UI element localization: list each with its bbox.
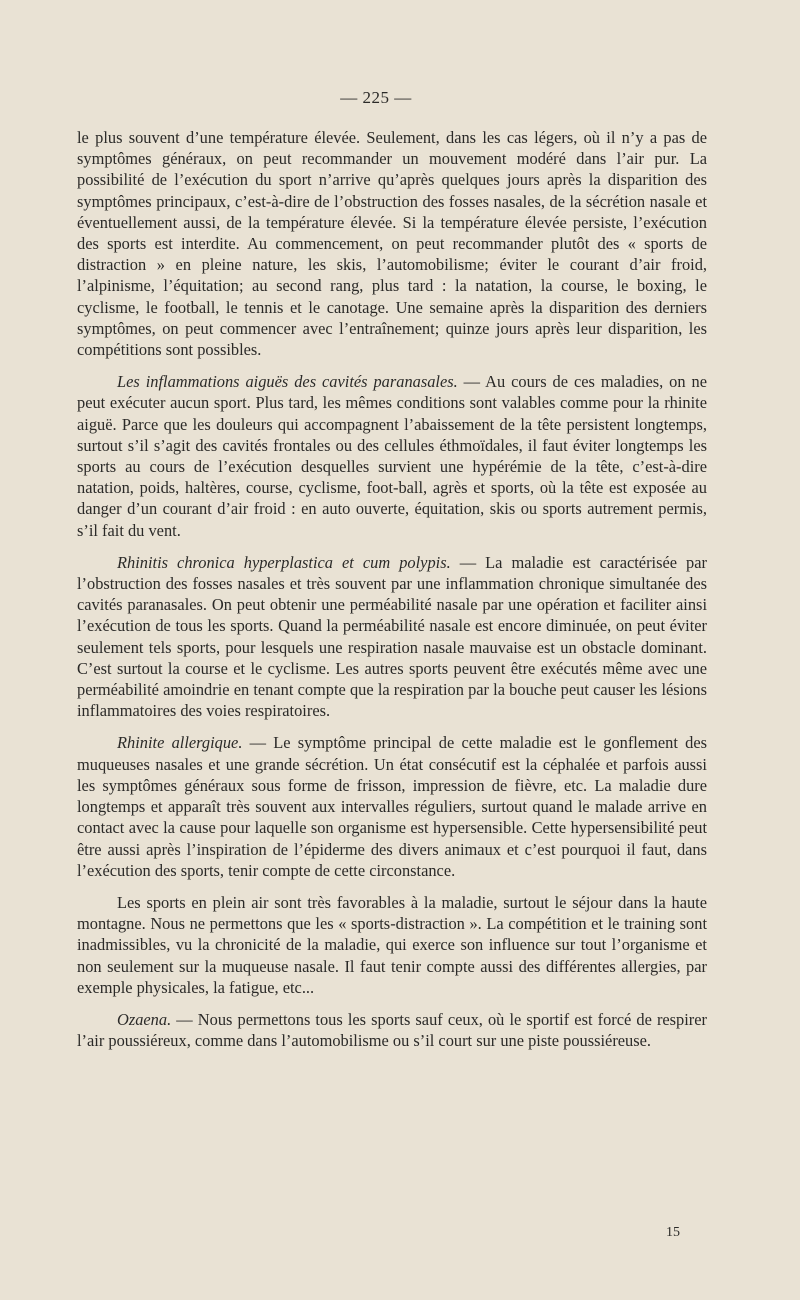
section-heading: Ozaena. (117, 1009, 172, 1029)
paragraph-text: Les sports en plein air sont très favorables à la maladie, surtout le séjour dans la haute montagne. Nous ne permettons que les « sports-distraction ». La compétition et le training sont inadmissibles, vu la chronicité de la maladie, qui exerce son influence sur tout l’organisme et non seulement sur la muqueuse nasale. Il faut tenir compte aussi des différentes allergies, par exemple physicales, la fatigue, etc... (77, 892, 707, 997)
paragraph-rhinite-allergique (77, 732, 707, 880)
paragraph-text: — Le symptôme principal de cette maladie est le gonflement des muqueuses nasales et une grande sécrétion. Un état consécutif est la céphalée et parfois aussi les symptômes généraux sous forme de frisson, impression de fièvre, etc. La maladie dure longtemps et apparaît très souvent aux intervalles réguliers, surtout quand le malade arrive en contact avec la cause pour laquelle son organisme est hypersensible. Cette hypersensibilité peut être aussi après l’inspiration de l’épiderme des divers animaux et c’est pourquoi il faut, dans l’exécution des sports, tenir compte de cette circonstance. (77, 733, 707, 880)
section-heading: Rhinite allergique. (117, 733, 243, 753)
paragraph-text: — Nous permettons tous les sports sauf ceux, où le sportif est forcé de respirer l’air poussiéreux, comme dans l’automobilisme ou s’il court sur une piste poussiéreuse. (77, 1009, 707, 1051)
signature-mark: 15 (666, 1225, 680, 1240)
section-heading: Les inflammations aiguës des cavités paranasales. (117, 372, 458, 392)
body-text (77, 127, 707, 1062)
paragraph-rhinitis-chronica (77, 552, 707, 722)
paragraph-outdoor-sports (77, 892, 707, 998)
paragraph-text: le plus souvent d’une température élevée. Seulement, dans les cas légers, où il n’y a pas de symptômes généraux, on peut recommander un mouvement modéré dans l’air pur. La possibilité de l’exécution du sport n’arrive qu’après quelques jours après la disparition des symptômes principaux, c’est-à-dire de l’obstruction des fosses nasales, de la sécrétion nasale et éventuellement aussi, de la température élevée. Si la température élevée persiste, l’exécution des sports est interdite. Au commencement, on peut recommander plutôt des « sports de distraction » en pleine nature, les skis, l’automobilisme; éviter le courant d’air froid, l’alpinisme, l’équitation; au second rang, plus tard : la natation, la course, le boxing, le cyclisme, le football, le tennis et le canotage. Une semaine après la disparition des derniers symptômes, on peut commencer avec l’entraînement; quinze jours après leur disparition, les compétitions sont possibles. (77, 128, 707, 360)
paragraph-paranasal-inflammations (77, 371, 707, 541)
paragraph-text: — Au cours de ces maladies, on ne peut exécuter aucun sport. Plus tard, les mêmes conditions sont valables comme pour la rhinite aiguë. Parce que les douleurs qui accompagnent l’abaissement de la tête persistent longtemps, surtout s’il s’agit des cavités frontales ou des cellules éthmoïdales, il faut éviter longtemps les sports au cours de l’exécution desquelles survient une hypérémie de la tête, c’est-à-dire natation, poids, haltères, course, cyclisme, foot-ball, agrès et sports, où la tête est exposée au danger d’un courant d’air froid : en auto ouverte, équitation, skis ou sports autrement permis, s’il fait du vent. (77, 372, 707, 540)
section-heading: Rhinitis chronica hyperplastica et cum polypis. (117, 552, 451, 572)
page-number: — 225 — (340, 88, 412, 107)
paragraph-continuation (77, 127, 707, 360)
paragraph-text: — La maladie est caractérisée par l’obstruction des fosses nasales et très souvent par une inflammation chronique simultanée des cavités paranasales. On peut obtenir une perméabilité nasale par une opération et faciliter ainsi l’exécution de tous les sports. Quand la perméabilité nasale est encore diminuée, on peut éviter seulement tels sports, pour lesquels une respiration nasale mauvaise est un obstacle dominant. C’est surtout la course et le cyclisme. Les autres sports peuvent être exécutés même avec une perméabilité amoindrie en tenant compte que la respiration par la bouche peut causer les lésions inflammatoires des voies respiratoires. (77, 552, 707, 721)
paragraph-ozaena (77, 1009, 707, 1051)
